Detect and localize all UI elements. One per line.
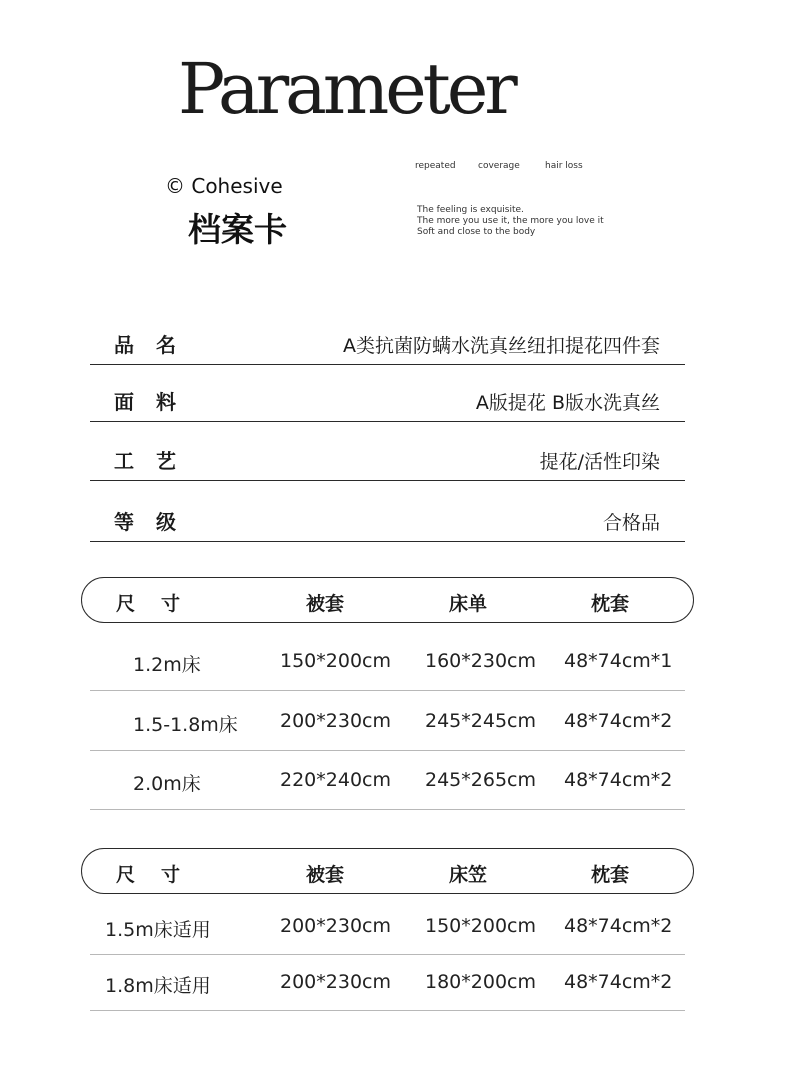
table-row (90, 751, 685, 810)
blurb-line: The more you use it, the more you love it (417, 216, 604, 226)
tag: hair loss (545, 161, 583, 171)
header-cell: 床笠 (449, 864, 488, 886)
size-table-header (81, 577, 694, 623)
tag: coverage (478, 161, 520, 171)
table-cell: 180*200cm (425, 971, 536, 993)
table-cell: 220*240cm (280, 769, 391, 791)
table-cell: 200*230cm (280, 915, 391, 937)
table-cell: 1.5-1.8m床 (133, 714, 238, 736)
profile-row (90, 481, 685, 542)
tag-list (415, 161, 583, 171)
table-cell: 150*200cm (280, 650, 391, 672)
table-cell: 200*230cm (280, 971, 391, 993)
table-cell: 48*74cm*2 (564, 710, 673, 732)
blurb-line: Soft and close to the body (417, 227, 536, 237)
header-cell: 枕套 (591, 864, 630, 886)
profile-row (90, 422, 685, 481)
brand-name: © Cohesive (165, 174, 283, 198)
profile-label: 等级 (114, 510, 198, 534)
table-cell: 2.0m床 (133, 773, 201, 795)
table-cell: 1.5m床适用 (105, 919, 211, 941)
table-cell: 150*200cm (425, 915, 536, 937)
table-cell: 48*74cm*1 (564, 650, 673, 672)
header-cell: 被套 (306, 593, 345, 615)
table-cell: 1.2m床 (133, 654, 201, 676)
profile-row (90, 324, 685, 365)
blurb-line: The feeling is exquisite. (417, 205, 524, 215)
profile-label: 面料 (114, 390, 198, 414)
header-cell: 被套 (306, 864, 345, 886)
brand-subtitle: 档案卡 (188, 210, 287, 249)
size-table-header (81, 848, 694, 894)
blurb (417, 205, 604, 238)
table-cell: 245*265cm (425, 769, 536, 791)
table-cell: 48*74cm*2 (564, 915, 673, 937)
table-row (90, 900, 685, 955)
header-cell: 尺寸 (116, 593, 207, 615)
table-row (90, 691, 685, 751)
table-row (90, 955, 685, 1011)
profile-value: 合格品 (602, 512, 660, 534)
table-cell: 200*230cm (280, 710, 391, 732)
page-title: Parameter (178, 48, 514, 130)
table-cell: 160*230cm (425, 650, 536, 672)
profile-row (90, 365, 685, 422)
header-cell: 枕套 (591, 593, 630, 615)
table-cell: 1.8m床适用 (105, 975, 211, 997)
table-cell: 48*74cm*2 (564, 769, 673, 791)
profile-label: 品名 (114, 333, 198, 357)
table-cell: 48*74cm*2 (564, 971, 673, 993)
header-cell: 尺寸 (116, 864, 207, 886)
profile-value: A版提花 B版水洗真丝 (475, 392, 660, 414)
profile-value: A类抗菌防螨水洗真丝纽扣提花四件套 (343, 335, 660, 357)
table-row (90, 632, 685, 691)
header-cell: 床单 (449, 593, 488, 615)
table-cell: 245*245cm (425, 710, 536, 732)
profile-label: 工艺 (114, 449, 198, 473)
profile-value: 提花/活性印染 (539, 451, 660, 473)
tag: repeated (415, 161, 456, 171)
